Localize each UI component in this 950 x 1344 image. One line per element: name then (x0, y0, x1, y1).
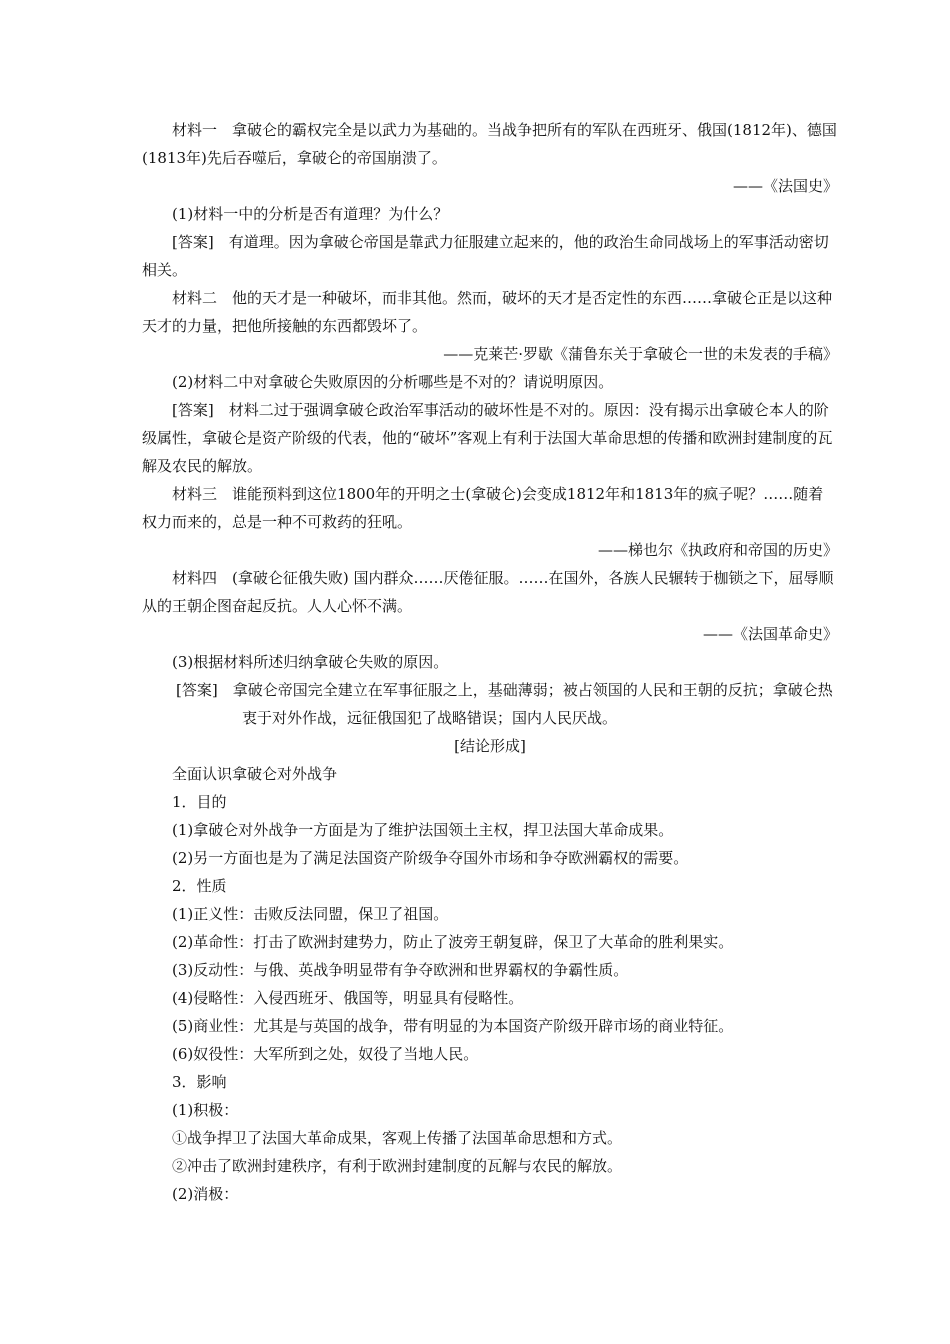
material-2-source: ——克莱芒·罗歇《蒲鲁东关于拿破仑一世的未发表的手稿》 (443, 345, 838, 363)
impact-positive-title: (1)积极： (172, 1101, 239, 1119)
impact-negative-title: (2)消极： (172, 1185, 239, 1203)
question-2: (2)材料二中对拿破仑失败原因的分析哪些是不对的？请说明原因。 (172, 373, 614, 391)
answer-2 (142, 396, 838, 480)
material-3 (142, 480, 838, 536)
nature-item: (6)奴役性：大军所到之处，奴役了当地人民。 (172, 1045, 479, 1063)
document-body (142, 116, 838, 1208)
material-2 (142, 284, 838, 340)
material-4-source: ——《法国革命史》 (702, 625, 838, 643)
nature-item: (2)革命性：打击了欧洲封建势力，防止了波旁王朝复辟，保卫了大革命的胜利果实。 (172, 933, 734, 951)
material-4 (142, 564, 838, 620)
answer-1 (142, 228, 838, 284)
answer-3-text: 拿破仑帝国完全建立在军事征服之上，基础薄弱；被占领国的人民和王朝的反抗；拿破仑热衷于对外作战，远征俄国犯了战略错误；国内人民厌战。 (232, 681, 833, 727)
material-3-text: 谁能预料到这位1800年的开明之士(拿破仑)会变成1812年和1813年的疯子呢？……随着权力而来的，总是一种不可救药的狂吼。 (142, 485, 824, 531)
answer-2-label: [答案] (172, 401, 214, 419)
material-2-text: 他的天才是一种破坏，而非其他。然而，破坏的天才是否定性的东西……拿破仑正是以这种天才的力量，把他所接触的东西都毁坏了。 (142, 289, 833, 335)
section-nature-title: 2．性质 (172, 877, 227, 895)
section-purpose-title: 1．目的 (172, 793, 227, 811)
material-1 (142, 116, 838, 172)
nature-item: (3)反动性：与俄、英战争明显带有争夺欧洲和世界霸权的争霸性质。 (172, 961, 629, 979)
purpose-item: (1)拿破仑对外战争一方面是为了维护法国领土主权，捍卫法国大革命成果。 (172, 821, 674, 839)
answer-2-text: 材料二过于强调拿破仑政治军事活动的破坏性是不对的。原因：没有揭示出拿破仑本人的阶级属性，拿破仑是资产阶级的代表，他的“破坏”客观上有利于法国大革命思想的传播和欧洲封建制度的瓦解及农民的解放。 (142, 401, 833, 475)
material-1-label: 材料一 (172, 121, 218, 139)
material-3-label: 材料三 (172, 485, 218, 503)
conclusion-title: 全面认识拿破仑对外战争 (172, 765, 338, 783)
nature-item: (1)正义性：击败反法同盟，保卫了祖国。 (172, 905, 449, 923)
conclusion-heading: [结论形成] (454, 737, 526, 755)
section-impact-title: 3．影响 (172, 1073, 227, 1091)
impact-positive-item: ②冲击了欧洲封建秩序，有利于欧洲封建制度的瓦解与农民的解放。 (172, 1157, 623, 1175)
material-2-label: 材料二 (172, 289, 218, 307)
material-4-text: (拿破仑征俄失败) 国内群众……厌倦征服。……在国外，各族人民辗转于枷锁之下，屈辱顺从的王朝企图奋起反抗。人人心怀不满。 (142, 569, 834, 615)
answer-3-label: [答案] (176, 681, 218, 699)
answer-1-text: 有道理。因为拿破仑帝国是靠武力征服建立起来的，他的政治生命同战场上的军事活动密切相关。 (142, 233, 829, 279)
nature-item: (5)商业性：尤其是与英国的战争，带有明显的为本国资产阶级开辟市场的商业特征。 (172, 1017, 734, 1035)
material-3-source: ——梯也尔《执政府和帝国的历史》 (597, 541, 838, 559)
purpose-item: (2)另一方面也是为了满足法国资产阶级争夺国外市场和争夺欧洲霸权的需要。 (172, 849, 689, 867)
question-1: (1)材料一中的分析是否有道理？为什么？ (172, 205, 449, 223)
answer-3 (142, 676, 838, 732)
answer-1-label: [答案] (172, 233, 214, 251)
material-4-label: 材料四 (172, 569, 218, 587)
nature-item: (4)侵略性：入侵西班牙、俄国等，明显具有侵略性。 (172, 989, 524, 1007)
material-1-source: ——《法国史》 (732, 177, 838, 195)
impact-positive-item: ①战争捍卫了法国大革命成果，客观上传播了法国革命思想和方式。 (172, 1129, 623, 1147)
question-3: (3)根据材料所述归纳拿破仑失败的原因。 (172, 653, 449, 671)
material-1-text: 拿破仑的霸权完全是以武力为基础的。当战争把所有的军队在西班牙、俄国(1812年)、德国(1813年)先后吞噬后，拿破仑的帝国崩溃了。 (142, 121, 837, 167)
